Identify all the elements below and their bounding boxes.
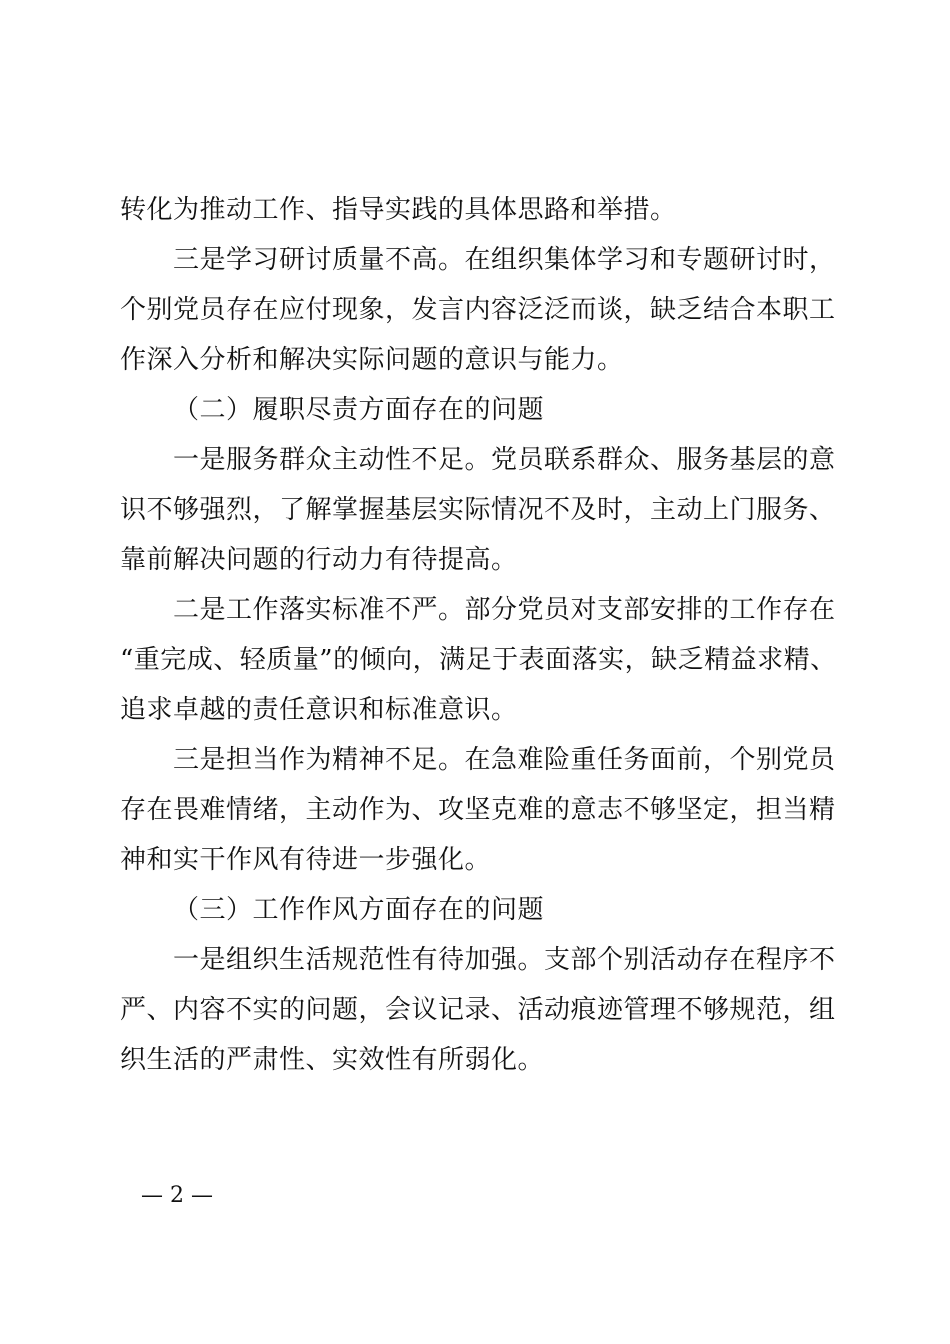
page-number: — 2 — [141,1183,213,1208]
paragraph-line: 织生活的严肃性、实效性有所弱化。 [120,1045,545,1075]
section-heading: （二）履职尽责方面存在的问题 [173,395,545,425]
paragraph-line: 一是组织生活规范性有待加强。支部个别活动存在程序不 [173,945,836,975]
paragraph-line: 二是工作落实标准不严。部分党员对支部安排的工作存在 [173,595,836,625]
paragraph-line: 靠前解决问题的行动力有待提高。 [120,545,518,575]
paragraph-line: 识不够强烈，了解掌握基层实际情况不及时，主动上门服务、 [120,495,836,525]
paragraph-line: 三是学习研讨质量不高。在组织集体学习和专题研讨时， [173,245,836,275]
paragraph-line: 追求卓越的责任意识和标准意识。 [120,695,518,725]
paragraph-line: 个别党员存在应付现象，发言内容泛泛而谈，缺乏结合本职工 [120,295,836,325]
paragraph-line: 作深入分析和解决实际问题的意识与能力。 [120,345,624,375]
section-heading: （三）工作作风方面存在的问题 [173,895,545,925]
paragraph-line: “重完成、轻质量”的倾向，满足于表面落实，缺乏精益求精、 [120,645,837,675]
paragraph-line: 一是服务群众主动性不足。党员联系群众、服务基层的意 [173,445,836,475]
paragraph-line: 转化为推动工作、指导实践的具体思路和举措。 [120,195,677,225]
paragraph-line: 存在畏难情绪，主动作为、攻坚克难的意志不够坚定，担当精 [120,795,836,825]
paragraph-line: 三是担当作为精神不足。在急难险重任务面前，个别党员 [173,745,836,775]
paragraph-line: 严、内容不实的问题，会议记录、活动痕迹管理不够规范，组 [120,995,836,1025]
paragraph-line: 神和实干作风有待进一步强化。 [120,845,492,875]
